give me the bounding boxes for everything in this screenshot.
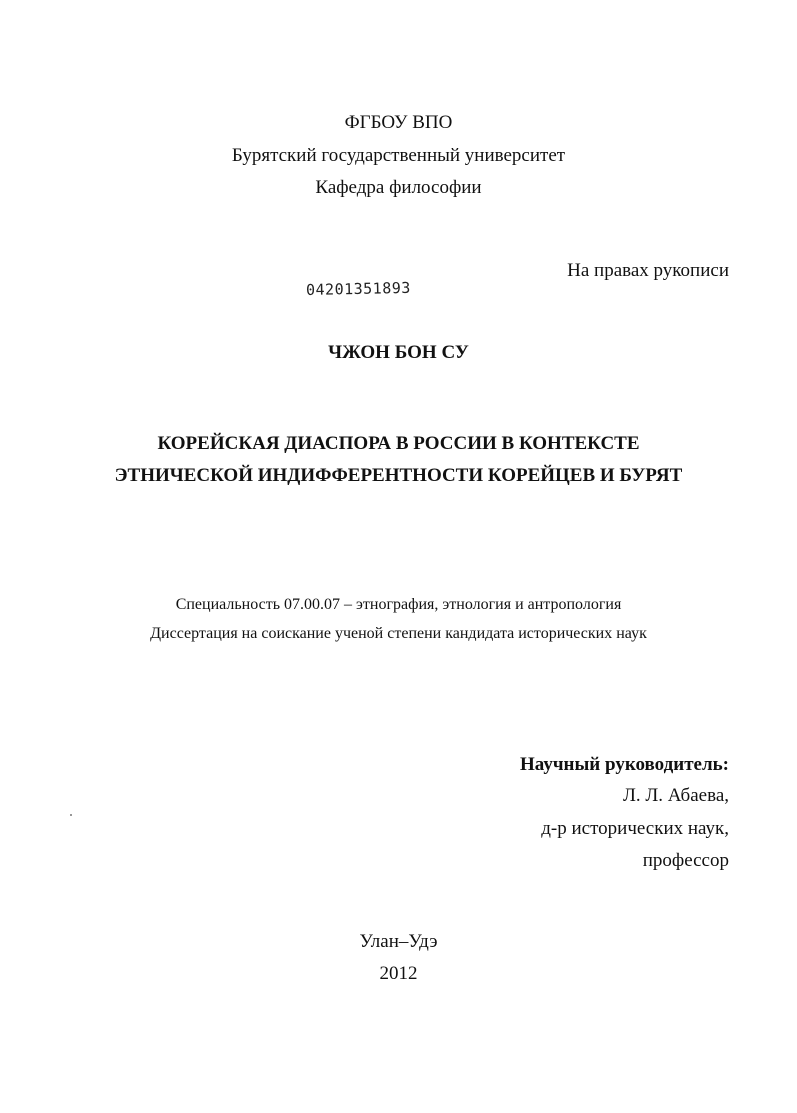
supervisor-heading: Научный руководитель: <box>520 754 729 775</box>
department-name: Кафедра философии <box>315 177 482 198</box>
supervisor-degree: д-р исторических наук, <box>541 818 729 839</box>
city: Улан–Удэ <box>359 931 438 952</box>
year: 2012 <box>379 963 418 984</box>
title-line-1: КОРЕЙСКАЯ ДИАСПОРА В РОССИИ В КОНТЕКСТЕ <box>157 433 640 454</box>
dissertation-type-line: Диссертация на соискание ученой степени кандидата исторических наук <box>150 625 647 642</box>
org-name: ФГБОУ ВПО <box>344 112 453 133</box>
manuscript-note: На правах рукописи <box>567 260 729 281</box>
supervisor-rank: профессор <box>642 850 729 871</box>
specialty-line: Специальность 07.00.07 – этнография, этнология и антропология <box>175 596 622 613</box>
serial-number-stamp: 04201351893 <box>305 278 412 299</box>
scan-speck <box>70 814 72 816</box>
university-name: Бурятский государственный университет <box>231 145 566 166</box>
title-line-2: ЭТНИЧЕСКОЙ ИНДИФФЕРЕНТНОСТИ КОРЕЙЦЕВ И БУРЯТ <box>114 465 683 486</box>
author-name: ЧЖОН БОН СУ <box>328 342 469 363</box>
supervisor-name: Л. Л. Абаева, <box>623 785 729 806</box>
